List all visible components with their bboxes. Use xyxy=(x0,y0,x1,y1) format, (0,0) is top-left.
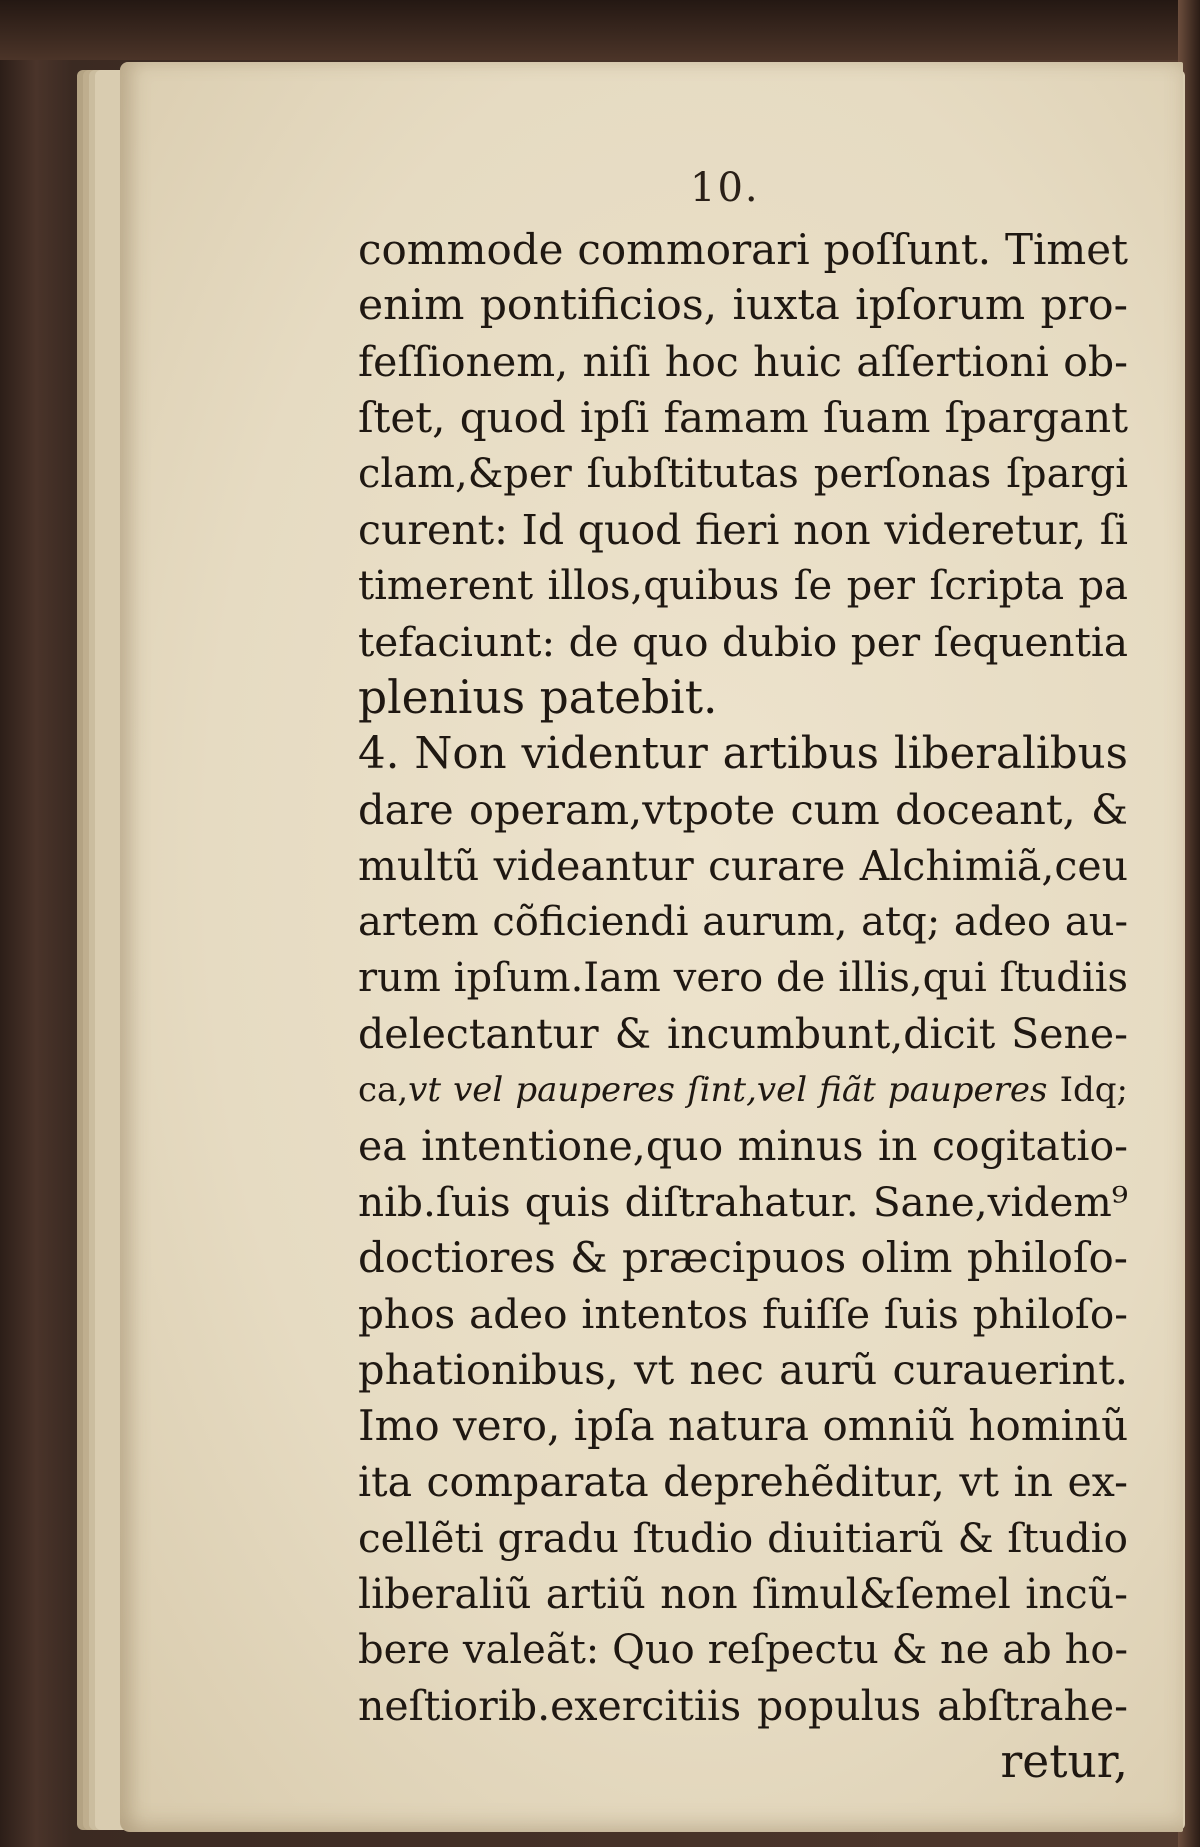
text-line: neſtiorib.exercitiis populus abſtrahe- xyxy=(358,1682,1128,1730)
text-line: 4. Non videntur artibus liberalibus xyxy=(358,729,1128,779)
text-line: liberaliũ artiũ non ſimul&ſemel incũ- xyxy=(358,1570,1128,1618)
text-line-mixed xyxy=(358,1062,1128,1118)
text-line: feſſionem, niſi hoc huic aſſertioni ob- xyxy=(358,338,1128,386)
text-line: ita comparata deprehẽditur, vt in ex- xyxy=(358,1458,1128,1506)
text-line: dare operam,vtpote cum doceant, & xyxy=(358,785,1128,834)
text-line: enim pontificios, iuxta ipſorum pro- xyxy=(358,281,1128,330)
text-line: phationibus, vt nec aurũ curauerint. xyxy=(358,1345,1128,1394)
text-line: ea intentione,quo minus in cogitatio- xyxy=(358,1122,1128,1170)
text-block xyxy=(358,222,1128,1790)
text-italic-quote: vt vel pauperes ſint,vel fiãt pauperes xyxy=(408,1070,1048,1110)
text-line: plenius patebit. xyxy=(358,671,718,724)
text-line: Imo vero, ipſa natura omniũ hominũ xyxy=(358,1401,1129,1450)
text-roman: ca, xyxy=(358,1070,409,1110)
text-line: multũ videantur curare Alchimiã,ceu xyxy=(358,842,1128,890)
text-line: clam,&per ſubſtitutas perſonas ſpargi xyxy=(358,451,1128,497)
text-line: rum ipſum.Iam vero de illis,qui ſtudiis xyxy=(358,955,1128,1001)
page-number: 10. xyxy=(690,165,760,211)
text-line: artem cõficiendi aurum, atq; adeo au- xyxy=(358,899,1128,945)
text-line: curent: Id quod fieri non videretur, ſi xyxy=(358,506,1128,554)
text-line: tefaciunt: de quo dubio per ſequentia xyxy=(358,618,1128,666)
text-line: commode commorari poſſunt. Timet xyxy=(358,225,1128,274)
catchword: retur, xyxy=(1000,1735,1128,1788)
text-roman: Idq; xyxy=(1047,1070,1128,1110)
text-line: timerent illos,quibus ſe per ſcripta pa xyxy=(358,563,1128,609)
text-line: bere valeãt: Quo reſpectu & ne ab ho- xyxy=(358,1627,1128,1673)
text-line: doctiores & præcipuos olim philoſo- xyxy=(358,1233,1128,1282)
text-line: cellẽti gradu ſtudio diuitiarũ & ſtudio xyxy=(358,1514,1128,1562)
book-cover-top xyxy=(0,0,1200,60)
text-line: nib.ſuis quis diſtrahatur. Sane,videm⁹ xyxy=(358,1178,1128,1226)
text-line: phos adeo intentos fuiſſe ſuis philoſo- xyxy=(358,1290,1128,1338)
text-line: ſtet, quod ipſi famam ſuam ſpargant xyxy=(358,393,1128,442)
text-line: delectantur & incumbunt,dicit Sene- xyxy=(358,1010,1128,1058)
